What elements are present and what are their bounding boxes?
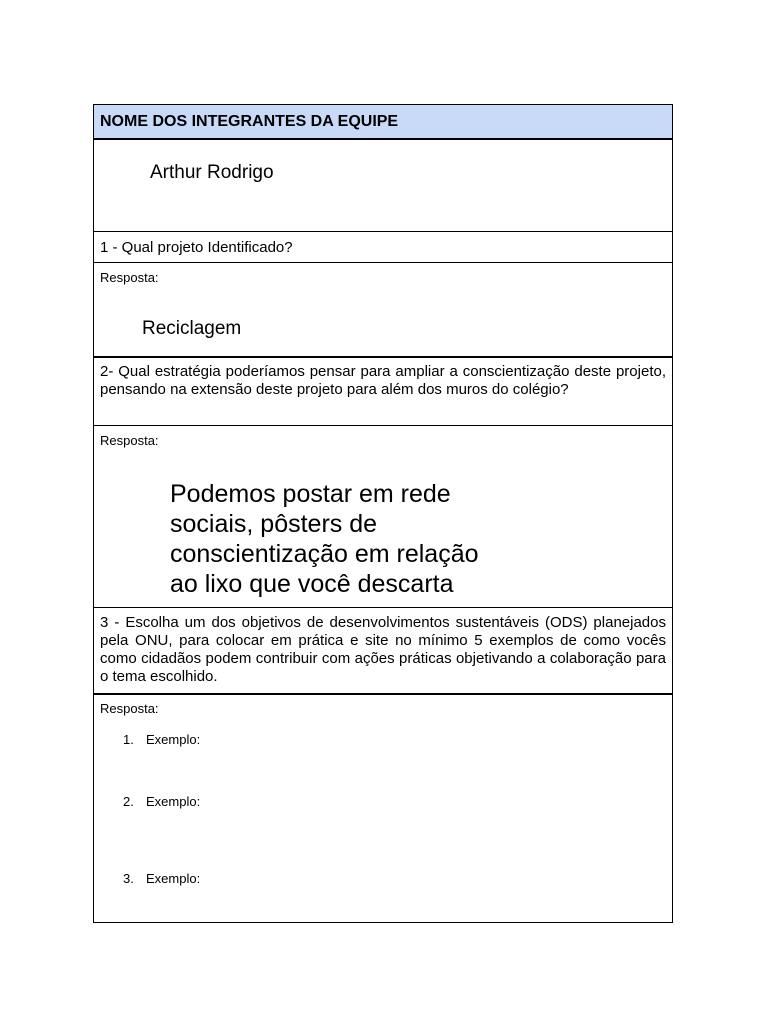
example-item — [123, 794, 200, 809]
example-label: Exemplo: — [146, 871, 201, 886]
answer-2-cell — [94, 426, 672, 606]
example-item — [123, 732, 200, 747]
example-label: Exemplo: — [146, 794, 201, 809]
answer-2-line: Podemos postar em rede — [170, 480, 451, 508]
example-label: Exemplo: — [146, 732, 201, 747]
example-number: 3. — [123, 871, 134, 886]
team-members-cell — [94, 140, 672, 231]
question-1 — [94, 232, 672, 262]
answer-3-cell — [94, 695, 672, 922]
question-2 — [94, 363, 672, 423]
example-item — [123, 871, 200, 886]
divider — [94, 607, 672, 608]
answer-2-text — [170, 479, 570, 599]
example-number: 2. — [123, 794, 134, 809]
team-header-title: NOME DOS INTEGRANTES DA EQUIPE — [100, 113, 399, 130]
answer-2-line: sociais, pôsters de — [170, 510, 378, 538]
question-2-text: 2- Qual estratégia poderíamos pensar para ampliar a conscientização deste projeto, pensando na extensão deste projeto para além dos muros do colégio? — [100, 363, 666, 398]
answer-3-label: Resposta: — [100, 701, 159, 716]
team-form — [93, 104, 673, 923]
answer-1-text: Reciclagem — [142, 318, 242, 339]
answer-2-line: conscientização em relação — [170, 540, 479, 568]
answer-2-label: Resposta: — [100, 433, 159, 448]
answer-1-label: Resposta: — [100, 270, 159, 285]
answer-1-cell — [94, 263, 672, 356]
divider — [94, 356, 672, 358]
question-1-text: 1 - Qual projeto Identificado? — [100, 239, 293, 256]
answer-2-line: ao lixo que você descarta — [170, 570, 454, 598]
example-number: 1. — [123, 732, 134, 747]
question-3-text: 3 - Escolha um dos objetivos de desenvolvimentos sustentáveis (ODS) planejados pela ONU, para colocar em prática e site no mínimo 5 exemplos de como vocês como cidadãos podem contribuir com ações práticas objetivando a colaboração para o tema escolhido. — [100, 614, 666, 685]
team-member-name: Arthur Rodrigo — [150, 162, 274, 183]
team-header — [94, 105, 672, 138]
question-3 — [94, 614, 672, 692]
